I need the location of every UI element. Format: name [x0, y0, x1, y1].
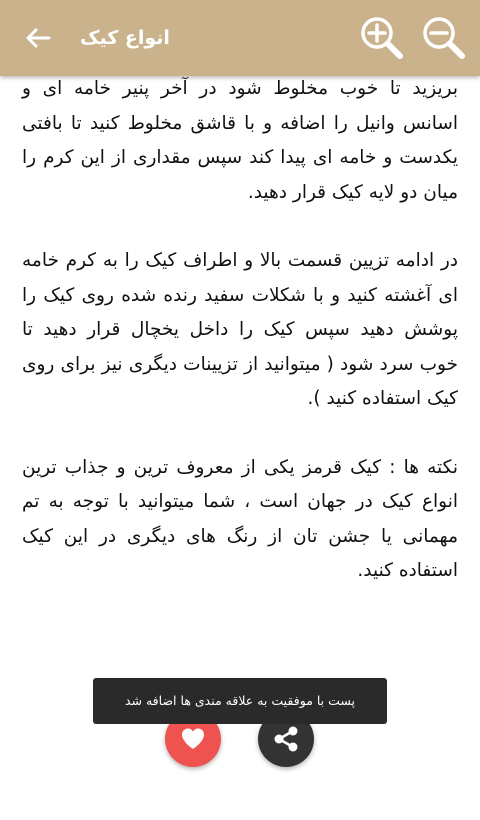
toast-message: پست با موفقیت به علاقه مندی ها اضافه شد: [93, 678, 387, 724]
arrow-back-icon: [25, 27, 51, 49]
article-paragraph: بریزید تا خوب مخلوط شود در آخر پنیر خامه ای و اسانس وانیل را اضافه و با قاشق مخلوط کنید تا بافتی یکدست و خامه ای پیدا کند سپس مقداری از این کرم را میان دو لایه کیک قرار دهید.: [22, 78, 458, 203]
heart-icon: [180, 727, 206, 751]
app-bar: [0, 0, 480, 76]
article-paragraph: در ادامه تزیین قسمت بالا و اطراف کیک را به کرم خامه ای آغشته کنید و با شکلات سفید رنده شده روی کیک را پوشش دهید سپس کیک را داخل یخچال قرار دهید تا خوب سرد شود ( میتوانید از تزیینات دیگری نیز برای روی کیک استفاده کنید ).: [22, 250, 458, 409]
back-button[interactable]: [18, 20, 58, 56]
zoom-in-icon: [359, 15, 405, 61]
article-body: [22, 72, 458, 623]
share-icon: [271, 724, 301, 754]
article-paragraph: نکته ها : کیک قرمز یکی از معروف ترین و جذاب ترین انواع کیک در جهان است ، شما میتوانید با توجه به تم مهمانی یا جشن تان از رنگ های دیگری در این کیک استفاده کنید.: [22, 456, 458, 581]
zoom-in-button[interactable]: [358, 14, 406, 62]
page-title: انواع کیک: [80, 27, 170, 49]
zoom-out-icon: [421, 15, 467, 61]
zoom-out-button[interactable]: [420, 14, 468, 62]
